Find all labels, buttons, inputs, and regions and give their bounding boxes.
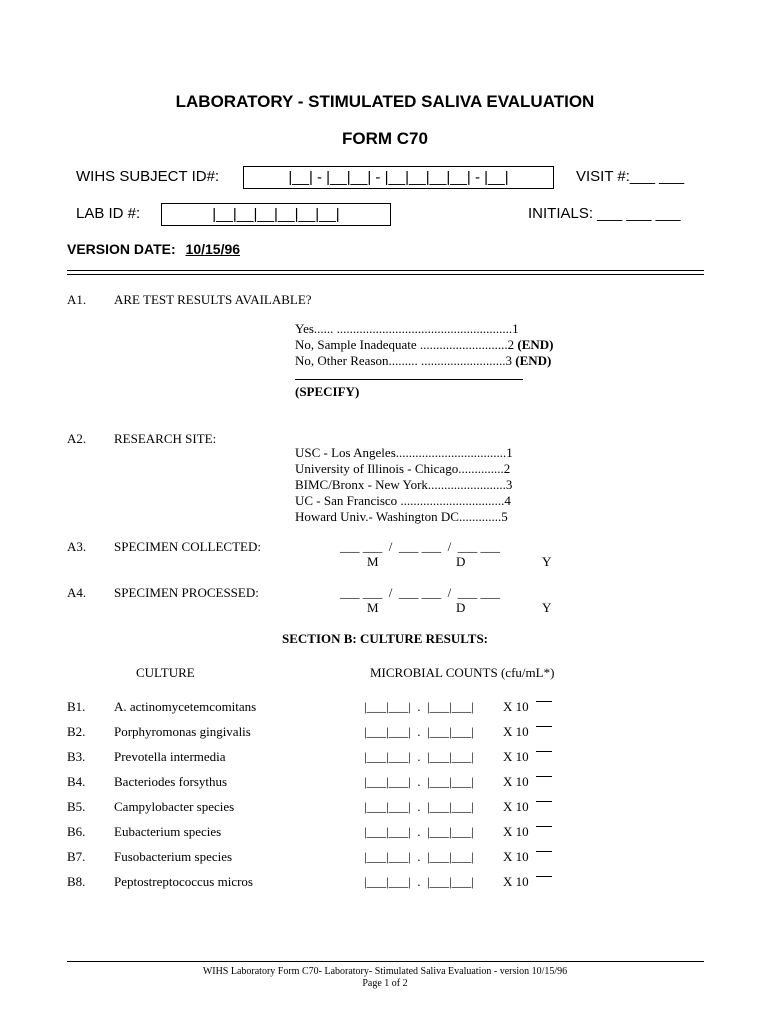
culture-row-organism: Eubacterium species [114, 824, 222, 839]
culture-row-organism: Peptostreptococcus micros [114, 874, 253, 889]
a1-option-yes[interactable]: Yes...... ......................................................1 [295, 321, 519, 336]
visit-number-field[interactable]: VISIT #:___ ___ [576, 168, 685, 185]
culture-exponent-field[interactable] [536, 801, 552, 802]
culture-multiplier: X 10 [503, 874, 529, 889]
lab-id-label: LAB ID #: [76, 205, 141, 222]
culture-row-organism: Fusobacterium species [114, 849, 233, 864]
collected-month-label: M [367, 554, 379, 569]
a1-options [295, 321, 554, 369]
divider-bottom [67, 274, 704, 275]
culture-count-field[interactable]: |___|___| . |___|___| [364, 849, 474, 864]
section-b-title: SECTION B: CULTURE RESULTS: [281, 631, 489, 646]
culture-row-organism: A. actinomycetemcomitans [114, 699, 257, 714]
question-a3-number: A3. [67, 539, 87, 554]
culture-multiplier: X 10 [503, 799, 529, 814]
question-a2-number: A2. [67, 431, 87, 446]
culture-count-field[interactable]: |___|___| . |___|___| [364, 724, 474, 739]
culture-exponent-field[interactable] [536, 776, 552, 777]
culture-row-number: B8. [67, 874, 86, 889]
processed-month-label: M [367, 600, 379, 615]
question-a4-text: SPECIMEN PROCESSED: [114, 585, 259, 600]
culture-exponent-field[interactable] [536, 876, 552, 877]
collected-year-label: Y [542, 554, 552, 569]
culture-count-field[interactable]: |___|___| . |___|___| [364, 749, 474, 764]
culture-count-field[interactable]: |___|___| . |___|___| [364, 699, 474, 714]
culture-row-number: B1. [67, 699, 86, 714]
culture-row-organism: Campylobacter species [114, 799, 235, 814]
version-date [67, 241, 240, 257]
culture-exponent-field[interactable] [536, 726, 552, 727]
lab-id-field[interactable]: |__|__|__|__|__|__| [161, 203, 391, 226]
culture-exponent-field[interactable] [536, 851, 552, 852]
collected-day-label: D [456, 554, 466, 569]
culture-exponent-field[interactable] [536, 826, 552, 827]
initials-field[interactable]: INITIALS: ___ ___ ___ [528, 205, 681, 222]
a2-option-ucsf[interactable]: UC - San Francisco ................................4 [295, 493, 511, 508]
form-title: LABORATORY - STIMULATED SALIVA EVALUATION [175, 92, 595, 111]
culture-row-number: B2. [67, 724, 86, 739]
footer-rule [67, 961, 704, 962]
a1-option-sample-inadequate[interactable]: No, Sample Inadequate ...........................2 (END) [295, 337, 554, 352]
culture-multiplier: X 10 [503, 699, 529, 714]
culture-multiplier: X 10 [503, 849, 529, 864]
subject-id-field[interactable]: |__| - |__|__| - |__|__|__|__| - |__| [243, 166, 554, 189]
a2-option-bimc[interactable]: BIMC/Bronx - New York........................3 [295, 477, 513, 492]
culture-multiplier: X 10 [503, 774, 529, 789]
culture-multiplier: X 10 [503, 724, 529, 739]
processed-year-label: Y [542, 600, 552, 615]
culture-row-organism: Prevotella intermedia [114, 749, 226, 764]
specify-label: (SPECIFY) [295, 384, 360, 399]
culture-row-organism: Bacteriodes forsythus [114, 774, 228, 789]
culture-row-number: B5. [67, 799, 86, 814]
question-a1-text: ARE TEST RESULTS AVAILABLE? [114, 292, 312, 307]
specify-line[interactable] [295, 379, 523, 380]
culture-column-header: CULTURE [136, 665, 195, 680]
culture-count-field[interactable]: |___|___| . |___|___| [364, 774, 474, 789]
culture-row-organism: Porphyromonas gingivalis [114, 724, 251, 739]
form-number: FORM C70 [342, 129, 428, 148]
question-a3-text: SPECIMEN COLLECTED: [114, 539, 261, 554]
version-date-value: 10/15/96 [185, 241, 241, 257]
culture-count-field[interactable]: |___|___| . |___|___| [364, 799, 474, 814]
processed-date-field[interactable]: ___ ___ / ___ ___ / ___ ___ [340, 585, 500, 600]
subject-id-label: WIHS SUBJECT ID#: [76, 168, 220, 185]
divider-top [67, 270, 704, 271]
question-a2-text: RESEARCH SITE: [114, 431, 217, 446]
collected-date-field[interactable]: ___ ___ / ___ ___ / ___ ___ [340, 539, 500, 554]
culture-exponent-field[interactable] [536, 751, 552, 752]
culture-count-field[interactable]: |___|___| . |___|___| [364, 874, 474, 889]
culture-count-field[interactable]: |___|___| . |___|___| [364, 824, 474, 839]
a2-option-usc[interactable]: USC - Los Angeles..................................1 [295, 445, 513, 460]
question-a1-number: A1. [67, 292, 87, 307]
culture-multiplier: X 10 [503, 749, 529, 764]
a2-option-illinois[interactable]: University of Illinois - Chicago..............2 [295, 461, 511, 476]
footer-text: WIHS Laboratory Form C70- Laboratory- Stimulated Saliva Evaluation - version 10/15/96 [202, 966, 568, 977]
a1-option-other-reason[interactable]: No, Other Reason......... ..........................3 (END) [295, 353, 552, 368]
culture-row-number: B6. [67, 824, 86, 839]
counts-column-header: MICROBIAL COUNTS (cfu/mL*) [370, 665, 555, 680]
culture-exponent-field[interactable] [536, 701, 552, 702]
a2-options [295, 445, 513, 525]
processed-day-label: D [456, 600, 466, 615]
culture-row-number: B3. [67, 749, 86, 764]
culture-row-number: B4. [67, 774, 86, 789]
question-a4-number: A4. [67, 585, 87, 600]
a2-option-howard[interactable]: Howard Univ.- Washington DC.............5 [295, 509, 508, 524]
page-number: Page 1 of 2 [362, 978, 408, 989]
culture-row-number: B7. [67, 849, 86, 864]
culture-multiplier: X 10 [503, 824, 529, 839]
version-date-label: VERSION DATE: [67, 241, 176, 257]
